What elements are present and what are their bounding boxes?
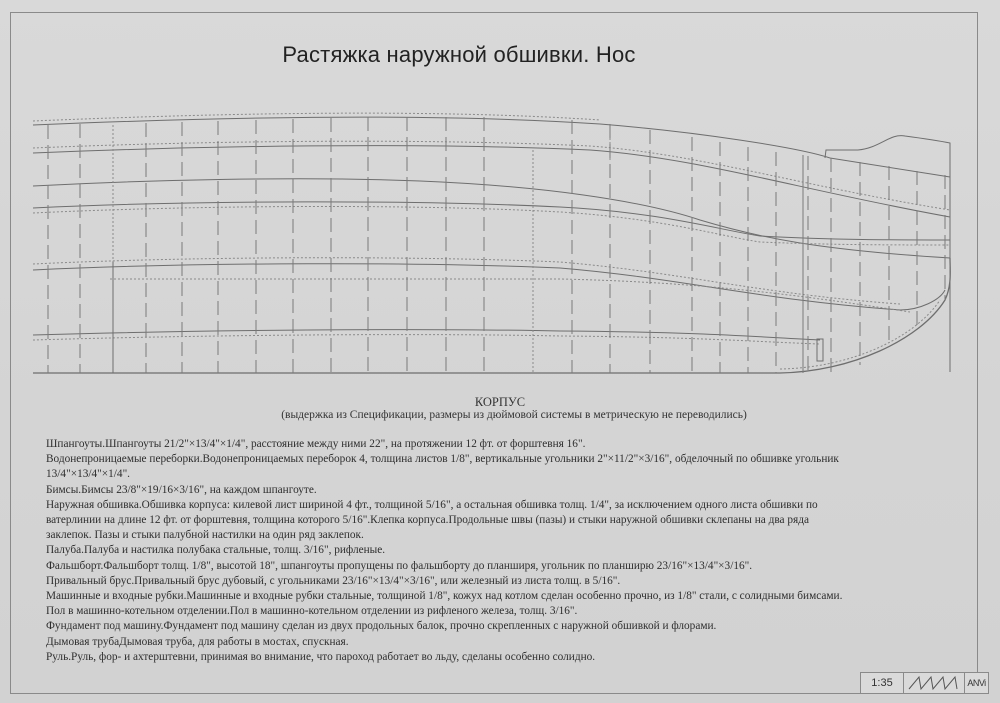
- author-mark: ANVi: [965, 673, 989, 693]
- spec-subheading: (выдержка из Спецификации, размеры из дюймовой системы в метрическую не переводились): [281, 409, 747, 421]
- spec-line: Водонепроницаемые переборки.Водонепроницаемых переборок 4, толщина листов 1/8", вертикальные угольники 2"×11/2"×3/16", обделочный по обшивке угольник: [46, 453, 839, 466]
- spec-line: Бимсы.Бимсы 23/8"×19/16×3/16", на каждом шпангоуте.: [46, 483, 317, 496]
- spec-line: Фундамент под машину.Фундамент под машину сделан из двух продольных балок, прочно скрепленных с наружной обшивкой и флорами.: [46, 620, 717, 633]
- spec-line: Машинные и входные рубки.Машинные и входные рубки стальные, толщиной 1/8", кожух над котлом сделан особенно прочно, из 1/8" стали, с солидными бимсами.: [46, 590, 843, 603]
- spec-line: ватерлинии на длине 12 фт. от форштевня, толщина которого 5/16".Клепка корпуса.Продольные швы (пазы) и стыки наружной обшивки склепаны на два ряда: [46, 514, 809, 527]
- spec-line: 13/4"×13/4"×1/4".: [46, 468, 131, 481]
- spec-line: Дымовая трубаДымовая труба, для работы в мостах, спускная.: [46, 635, 349, 648]
- spec-line: Пол в машинно-котельном отделении.Пол в машинно-котельном отделении из рифленого железа, толщ. 3/16".: [46, 605, 578, 618]
- spec-line: Наружная обшивка.Обшивка корпуса: килевой лист шириной 4 фт., толщиной 5/16", а остальная обшивка толщ. 1/4", за исключением одного листа обшивки по: [46, 498, 818, 511]
- spec-line: заклепок. Пазы и стыки палубной настилки на один ряд заклепок.: [46, 529, 364, 542]
- spec-line: Фальшборт.Фальшборт толщ. 1/8", высотой 18", шпангоуты пропущены по фальшборту до планширя, угольник по планширю 23/16"×13/4"×3/16".: [46, 559, 753, 572]
- title-block: [860, 672, 989, 694]
- drawing-title: Растяжка наружной обшивки. Нос: [282, 42, 636, 67]
- spec-heading: КОРПУС: [474, 395, 526, 409]
- scale-label: 1:35: [861, 673, 904, 693]
- spec-line: Руль.Руль, фор- и ахтерштевни, принимая во внимание, что пароход работает во льду, сделаны особенно солидно.: [46, 650, 596, 663]
- spec-line: Привальный брус.Привальный брус дубовый, с угольниками 23/16"×13/4"×3/16", или железный из листа толщ. в 5/16".: [46, 574, 621, 587]
- spec-line: Палуба.Палуба и настилка полубака стальные, толщ. 3/16", рифленые.: [46, 544, 386, 557]
- spec-line: Шпангоуты.Шпангоуты 21/2"×13/4"×1/4", расстояние между ними 22", на протяжении 12 фт. от форштевня 16".: [46, 438, 586, 450]
- spec-text: [46, 437, 966, 665]
- signature-icon: [904, 673, 965, 693]
